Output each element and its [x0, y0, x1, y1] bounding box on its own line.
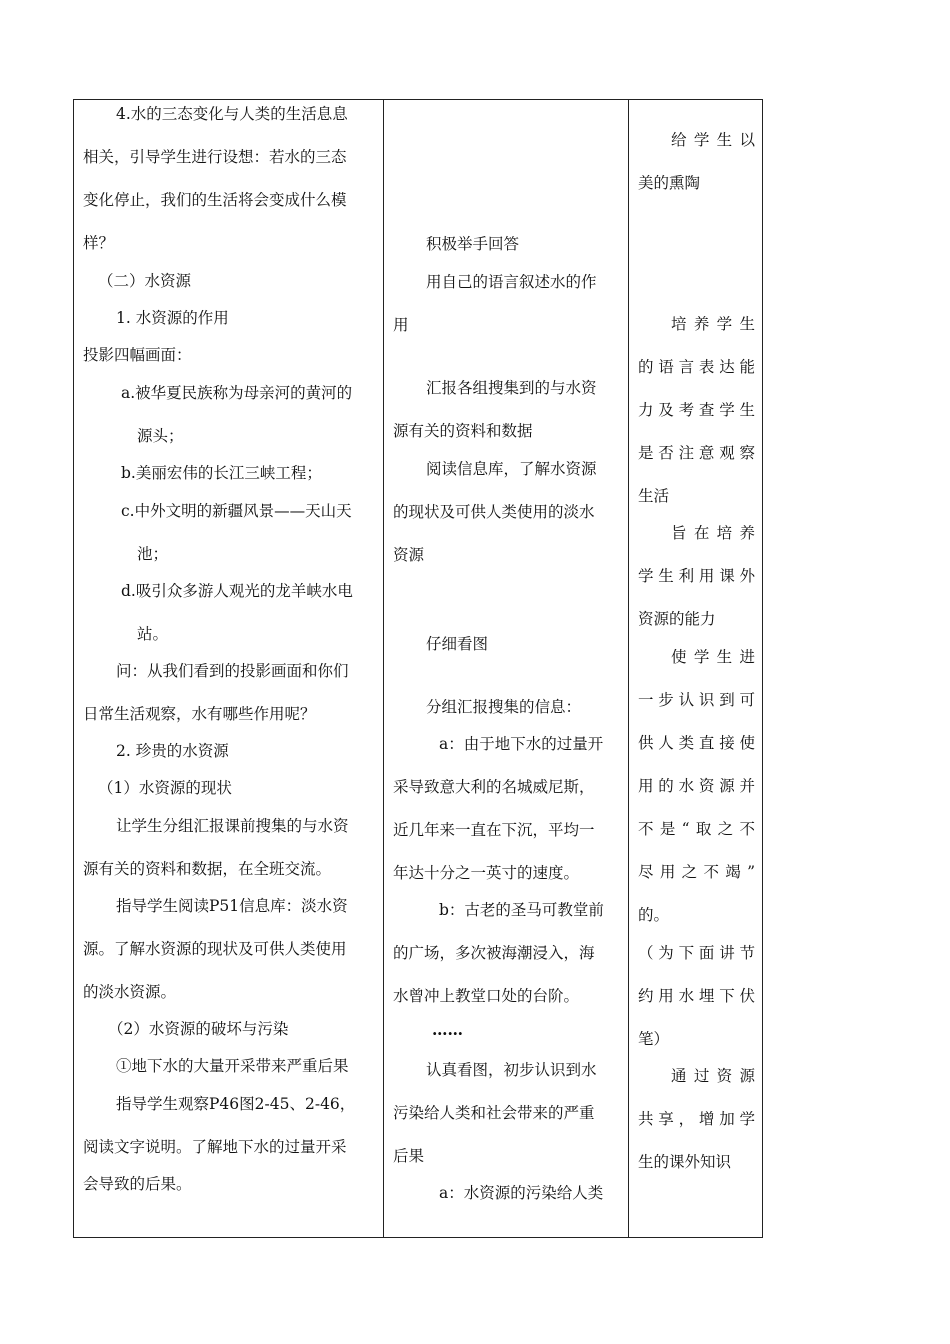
text-line: 水曾冲上教堂口处的台阶。 — [393, 987, 580, 1005]
section-heading: （2）水资源的破坏与污染 — [108, 1020, 289, 1038]
text-line: 4.水的三态变化与人类的生活息息 — [116, 105, 348, 123]
text-line: 生的课外知识 — [638, 1153, 732, 1171]
text-line: 力及考查学生 — [638, 401, 755, 419]
text-line: b：古老的圣马可教堂前 — [439, 901, 604, 919]
text-line: 通过资源 — [671, 1067, 755, 1085]
text-line: 资源的能力 — [638, 610, 716, 628]
text-line: 指导学生观察P46图2-45、2-46， — [116, 1095, 356, 1113]
text-line: 变化停止，我们的生活将会变成什么模 — [83, 191, 347, 209]
text-line: 的淡水资源。 — [83, 983, 177, 1001]
list-item: 池； — [137, 545, 169, 563]
text-line: 培养学生 — [671, 315, 755, 333]
text-line: 使学生进 — [671, 648, 755, 666]
text-line: 不是“取之不 — [638, 820, 755, 838]
text-line: 近几年来一直在下沉，平均一 — [393, 821, 595, 839]
text-line: 用自己的语言叙述水的作 — [426, 273, 597, 291]
text-line: 源。了解水资源的现状及可供人类使用 — [83, 940, 347, 958]
text-line: 生活 — [638, 487, 670, 505]
text-line: 汇报各组搜集到的与水资 — [426, 379, 597, 397]
text-line: 积极举手回答 — [426, 235, 520, 253]
text-line: 污染给人类和社会带来的严重 — [393, 1104, 595, 1122]
list-item: 源头； — [137, 427, 184, 445]
section-heading: （1）水资源的现状 — [98, 779, 232, 797]
text-line: 是否注意观察 — [638, 444, 755, 462]
text-line: a：水资源的污染给人类 — [439, 1184, 604, 1202]
text-line: 给学生以 — [671, 131, 755, 149]
section-heading: （二）水资源 — [98, 272, 192, 290]
section-heading: 1. 水资源的作用 — [116, 309, 229, 327]
text-line: 的广场，多次被海潮浸入，海 — [393, 944, 595, 962]
text-line: 仔细看图 — [426, 635, 489, 653]
text-line: 尽用之不竭” — [638, 863, 755, 881]
text-line: 的。 — [638, 906, 670, 924]
text-line: a：由于地下水的过量开 — [439, 735, 604, 753]
text-line: 资源 — [393, 546, 425, 564]
text-line: 分组汇报搜集的信息： — [426, 698, 582, 716]
teacher-activity-column — [74, 100, 383, 1237]
text-line: 旨在培养 — [671, 524, 755, 542]
text-line: 让学生分组汇报课前搜集的与水资 — [116, 817, 349, 835]
text-line: 学生利用课外 — [638, 567, 755, 585]
text-line: 的语言表达能 — [638, 358, 755, 376]
ellipsis: …… — [432, 1020, 463, 1039]
text-line: 源有关的资料和数据 — [393, 422, 533, 440]
list-item: 站。 — [137, 625, 169, 643]
list-item: d.吸引众多游人观光的龙羊峡水电 — [121, 582, 353, 600]
section-heading: 2. 珍贵的水资源 — [116, 742, 229, 760]
text-line: 会导致的后果。 — [83, 1175, 192, 1193]
text-line: 阅读文字说明。了解地下水的过量开采 — [83, 1138, 347, 1156]
design-intent-column — [629, 100, 762, 1237]
section-heading: ①地下水的大量开采带来严重后果 — [116, 1057, 349, 1075]
text-line: 的现状及可供人类使用的淡水 — [393, 503, 595, 521]
text-line: 阅读信息库，了解水资源 — [426, 460, 597, 478]
text-line: 日常生活观察，水有哪些作用呢？ — [83, 705, 316, 723]
text-line: 用的水资源并 — [638, 777, 755, 795]
text-line: 美的熏陶 — [638, 174, 701, 192]
text-line: 源有关的资料和数据，在全班交流。 — [83, 860, 332, 878]
text-line: 指导学生阅读P51信息库：淡水资 — [116, 897, 348, 915]
text-line: 共享，增加学 — [638, 1110, 755, 1128]
text-line: 约用水埋下伏 — [638, 987, 755, 1005]
list-item: c.中外文明的新疆风景——天山天 — [121, 502, 352, 520]
text-line: （为下面讲节 — [638, 944, 755, 962]
student-activity-column — [384, 100, 628, 1237]
text-line: 采导致意大利的名城威尼斯， — [393, 778, 595, 796]
text-line: 笔） — [638, 1030, 670, 1048]
text-line: 用 — [393, 316, 409, 334]
list-item: b.美丽宏伟的长江三峡工程； — [121, 464, 322, 482]
text-line: 相关，引导学生进行设想：若水的三态 — [83, 148, 347, 166]
text-line: 投影四幅画面： — [83, 346, 192, 364]
text-line: 供人类直接使 — [638, 734, 755, 752]
lesson-table — [73, 99, 763, 1238]
text-line: 一步认识到可 — [638, 691, 755, 709]
text-line: 后果 — [393, 1147, 425, 1165]
text-line: 认真看图，初步认识到水 — [426, 1061, 597, 1079]
text-line: 样？ — [83, 234, 115, 252]
text-line: 年达十分之一英寸的速度。 — [393, 864, 580, 882]
list-item: a.被华夏民族称为母亲河的黄河的 — [121, 384, 353, 402]
text-line: 问：从我们看到的投影画面和你们 — [116, 662, 349, 680]
